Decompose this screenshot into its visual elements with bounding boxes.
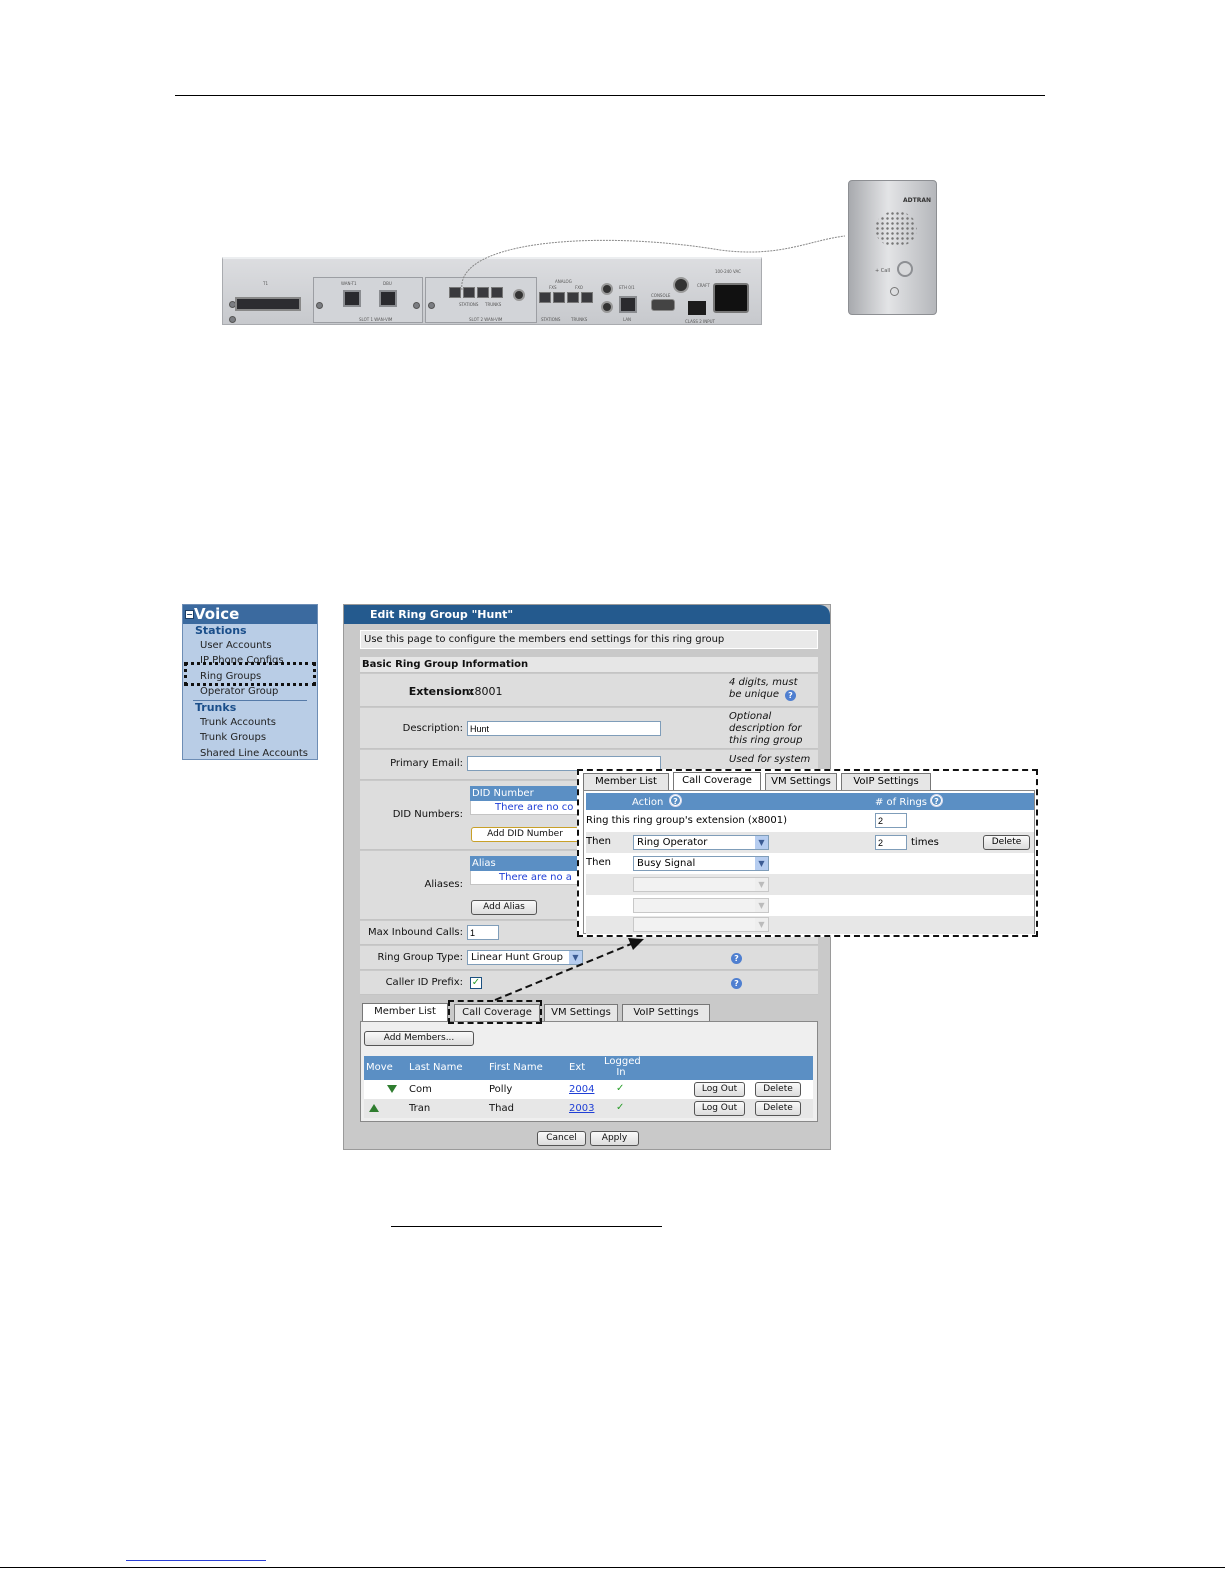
help-icon[interactable]: ? bbox=[931, 795, 942, 806]
extension-label: Extension: bbox=[408, 685, 474, 698]
extension-note: 4 digits, must be unique bbox=[729, 677, 798, 700]
log-out-button[interactable]: Log Out bbox=[694, 1082, 745, 1097]
chevron-down-icon: ▼ bbox=[569, 951, 582, 964]
chevron-down-icon: ▼ bbox=[755, 878, 768, 891]
call-coverage-panel bbox=[583, 790, 1035, 934]
nav-item-user-accounts[interactable]: User Accounts bbox=[200, 640, 272, 651]
caller-id-checkbox[interactable]: ✓ bbox=[471, 977, 481, 988]
footer-rule bbox=[0, 1567, 1225, 1568]
chevron-down-icon: ▼ bbox=[755, 836, 768, 849]
log-out-button[interactable]: Log Out bbox=[694, 1101, 745, 1116]
members-table-header: Move Last Name First Name Ext Logged In bbox=[364, 1056, 813, 1080]
delete-button[interactable]: Delete bbox=[983, 835, 1030, 850]
help-icon[interactable]: ? bbox=[731, 978, 742, 989]
tab-voip-settings[interactable]: VoIP Settings bbox=[622, 1004, 710, 1021]
tab-member-list[interactable]: Member List bbox=[362, 1003, 448, 1021]
nav-item-trunk-accounts[interactable]: Trunk Accounts bbox=[200, 717, 276, 729]
ext-link[interactable]: 2004 bbox=[569, 1084, 595, 1095]
adtran-unit-photo: T1 WAN-T1 DBU SLOT 1 WAN-VIM STATIONS TRUNKS SLOT 2 WAN-VIM ANALOG FXS FXO STATIONS TRUNKS ETH 0/1 LAN CONSOLE CRAFT CLASS 2 INPUT 100-240 VAC bbox=[222, 257, 762, 325]
did-table-header: DID Number bbox=[470, 786, 610, 801]
ext-link[interactable]: 2003 bbox=[569, 1103, 595, 1114]
caption-underline bbox=[391, 1226, 662, 1227]
tab-member-list[interactable]: Member List bbox=[583, 773, 669, 790]
tab-call-coverage[interactable]: Call Coverage bbox=[673, 772, 761, 790]
panel-title: Edit Ring Group "Hunt" bbox=[344, 605, 830, 624]
delete-button[interactable]: Delete bbox=[755, 1101, 801, 1116]
coverage-row bbox=[586, 916, 1034, 934]
add-alias-button[interactable]: Add Alias bbox=[471, 900, 537, 915]
nav-item-operator-group[interactable]: Operator Group bbox=[200, 685, 279, 697]
apply-button[interactable]: Apply bbox=[590, 1131, 639, 1146]
did-empty-message: There are no co bbox=[470, 801, 610, 815]
add-members-button[interactable]: Add Members... bbox=[364, 1031, 474, 1046]
table-row: Com Polly 2004 ✓ Log Out Delete bbox=[364, 1080, 813, 1099]
aliases-label: Aliases: bbox=[424, 879, 463, 890]
help-icon[interactable]: ? bbox=[731, 953, 742, 964]
nav-header: −Voice bbox=[183, 605, 317, 624]
section-header: Basic Ring Group Information bbox=[360, 657, 818, 673]
chevron-down-icon: ▼ bbox=[755, 857, 768, 870]
nav-item-shared-line-accounts[interactable]: Shared Line Accounts bbox=[200, 747, 308, 759]
chevron-down-icon: ▼ bbox=[755, 899, 768, 912]
add-did-number-button[interactable]: Add DID Number bbox=[471, 827, 579, 842]
coverage-row bbox=[586, 895, 1034, 916]
rings-field[interactable] bbox=[875, 813, 907, 828]
help-icon[interactable]: ? bbox=[670, 795, 681, 806]
rings-field[interactable] bbox=[875, 835, 907, 850]
tab-voip-settings[interactable]: VoIP Settings bbox=[841, 773, 931, 790]
chevron-down-icon: ▼ bbox=[755, 918, 768, 931]
ring-type-label: Ring Group Type: bbox=[377, 952, 463, 963]
email-label: Primary Email: bbox=[390, 758, 463, 769]
coverage-action-select[interactable]: Ring Operator ▼ bbox=[633, 835, 769, 850]
alias-table-header: Alias bbox=[470, 856, 610, 871]
nav-section-stations: Stations bbox=[195, 624, 247, 637]
call-coverage-zoom-callout bbox=[577, 769, 1038, 937]
caller-id-label: Caller ID Prefix: bbox=[385, 977, 463, 988]
door-phone-photo: ADTRAN + Call bbox=[848, 180, 937, 315]
coverage-action-select[interactable] bbox=[633, 917, 769, 932]
coverage-row bbox=[586, 874, 1034, 895]
intro-text: Use this page to configure the members end settings for this ring group bbox=[364, 634, 725, 645]
alias-empty-message: There are no a bbox=[470, 871, 610, 885]
description-note: Optional description for this ring group bbox=[729, 711, 803, 746]
footer-link-underline bbox=[126, 1560, 266, 1561]
coverage-action-select[interactable] bbox=[633, 877, 769, 892]
coverage-row: Then Ring Operator ▼ 2 times Delete bbox=[586, 832, 1034, 853]
max-inbound-label: Max Inbound Calls: bbox=[367, 927, 463, 938]
email-note: Used for system bbox=[729, 754, 811, 765]
tab-vm-settings[interactable]: VM Settings bbox=[765, 773, 837, 790]
coverage-row: Then Busy Signal ▼ bbox=[586, 853, 1034, 874]
nav-section-trunks: Trunks bbox=[195, 701, 237, 715]
help-icon[interactable]: ? bbox=[785, 690, 796, 701]
did-label: DID Numbers: bbox=[392, 809, 463, 820]
coverage-action-select[interactable]: Busy Signal ▼ bbox=[633, 856, 769, 871]
nav-item-ring-groups[interactable]: Ring Groups bbox=[200, 670, 262, 682]
logged-in-check: ✓ bbox=[616, 1102, 625, 1113]
extension-value: x8001 bbox=[468, 685, 503, 698]
tab-call-coverage[interactable]: Call Coverage bbox=[454, 1004, 540, 1021]
coverage-action-select[interactable] bbox=[633, 898, 769, 913]
delete-button[interactable]: Delete bbox=[755, 1082, 801, 1097]
coverage-table-header: Action ? # of Rings ? bbox=[586, 793, 1034, 810]
table-row: Tran Thad 2003 ✓ Log Out Delete bbox=[364, 1099, 813, 1118]
coverage-row: Ring this ring group's extension (x8001) 2 bbox=[586, 811, 1034, 832]
nav-item-trunk-groups[interactable]: Trunk Groups bbox=[200, 732, 267, 744]
tab-vm-settings[interactable]: VM Settings bbox=[544, 1004, 618, 1021]
nav-item-ip-phone-configs[interactable]: IP Phone Configs bbox=[200, 655, 284, 667]
description-label: Description: bbox=[402, 723, 463, 734]
collapse-icon[interactable]: − bbox=[186, 610, 193, 619]
cancel-button[interactable]: Cancel bbox=[537, 1131, 586, 1146]
logged-in-check: ✓ bbox=[616, 1083, 625, 1094]
ring-type-select[interactable]: Linear Hunt Group ▼ bbox=[467, 950, 583, 965]
